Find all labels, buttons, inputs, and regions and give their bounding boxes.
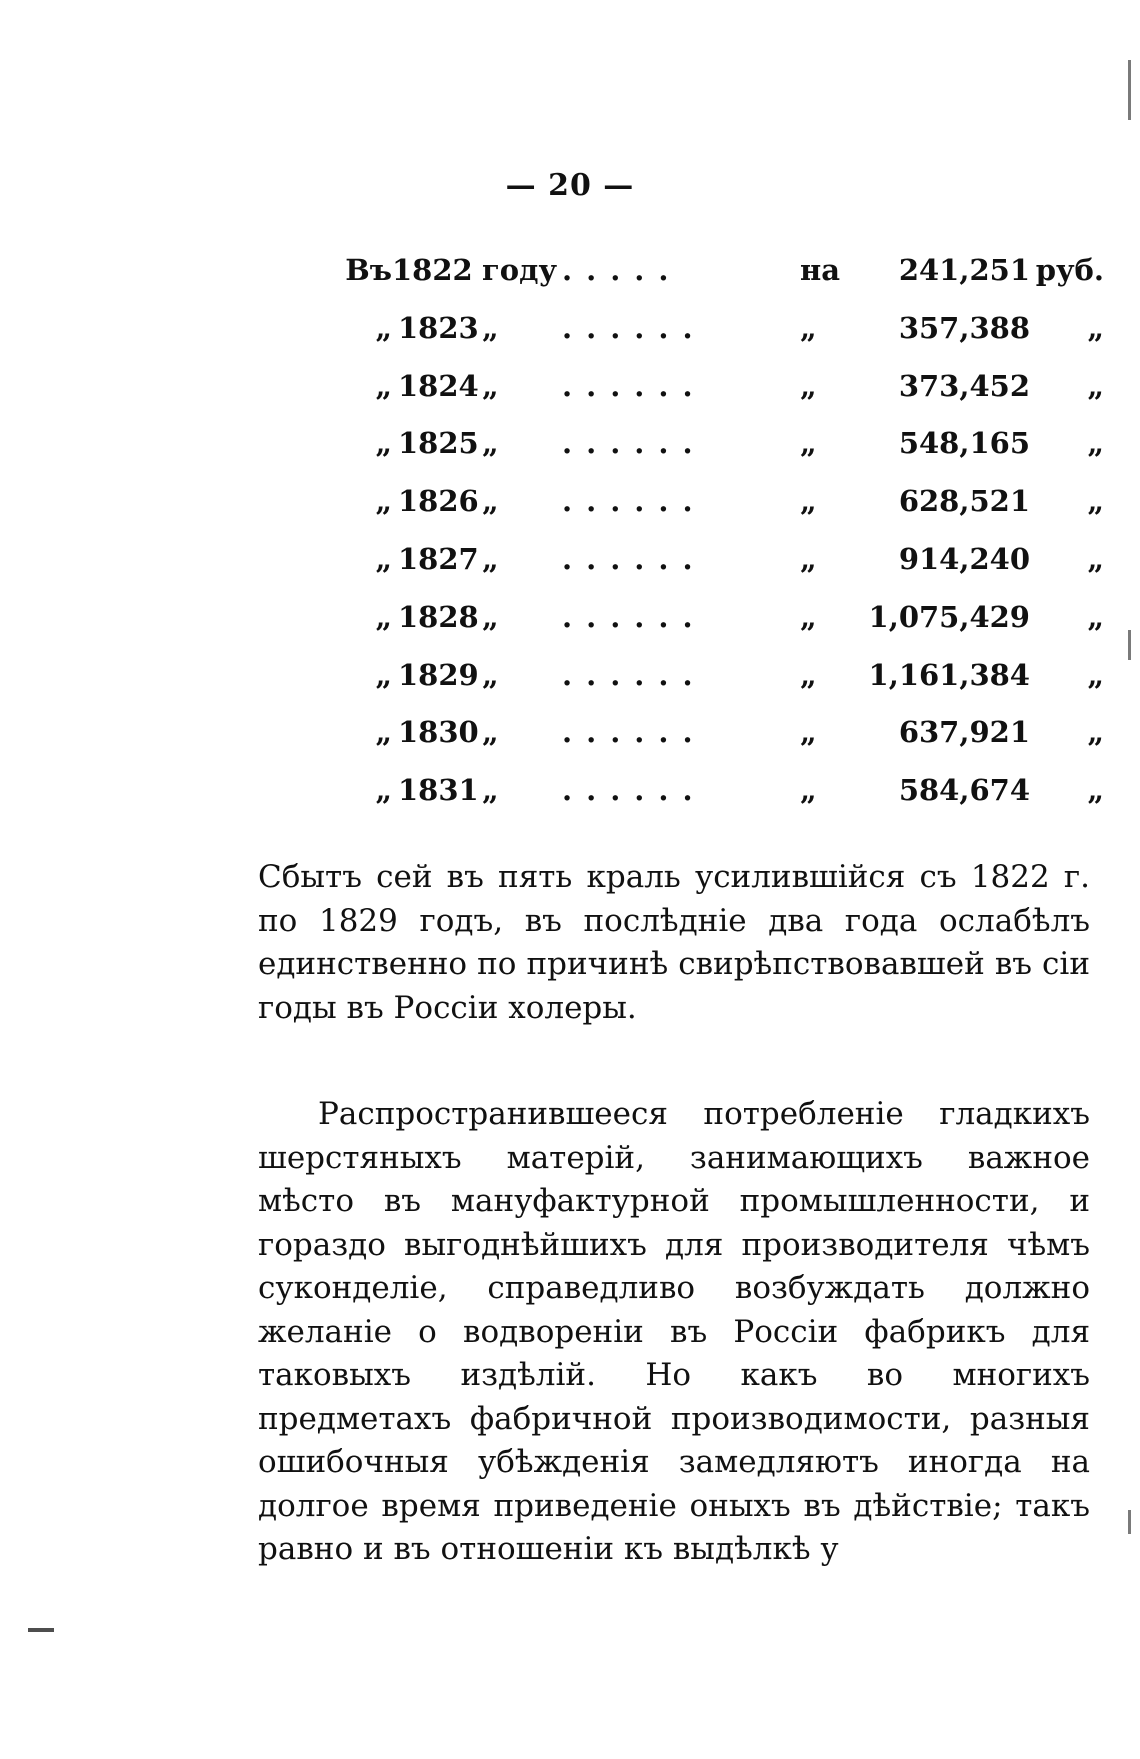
row-unit-word: „ xyxy=(482,715,499,750)
table-row xyxy=(330,415,1104,473)
row-mid: „ xyxy=(800,773,817,808)
row-year: 1828 xyxy=(398,599,479,634)
table-row xyxy=(330,762,1104,820)
row-unit: „ xyxy=(1087,541,1104,576)
row-leader-dots: ...... xyxy=(562,310,707,345)
table-row xyxy=(330,531,1104,589)
row-amount: 373,452 xyxy=(898,368,1030,403)
row-prefix: „ xyxy=(375,599,392,634)
table-row xyxy=(330,589,1104,647)
row-leader-dots: ...... xyxy=(562,715,707,750)
row-prefix: „ xyxy=(375,310,392,345)
table-row xyxy=(330,647,1104,705)
row-unit-word: „ xyxy=(482,368,499,403)
row-leader-dots: ...... xyxy=(562,484,707,519)
row-year: 1827 xyxy=(398,541,479,576)
row-prefix: „ xyxy=(375,773,392,808)
row-unit-word: „ xyxy=(482,599,499,634)
scan-edge-mark xyxy=(1128,1510,1131,1534)
row-prefix: „ xyxy=(375,368,392,403)
row-amount: 1,075,429 xyxy=(868,599,1030,634)
row-unit: „ xyxy=(1087,599,1104,634)
paragraph-wool-fabrics: Распространившееся потребленіе гладкихъ шерстяныхъ матерій, занимающихъ важное мѣсто въ мануфактурной промышленности, и гораздо выгоднѣйшихъ для производителя чѣмъ суконделіе, справедливо возбуждать должно желаніе о водвореніи въ Россіи фабрикъ для таковыхъ издѣлій. Но какъ во многихъ предметахъ фабричной производимости, разныя ошибочныя убѣжденія замедляютъ иногда на долгое время приведеніе оныхъ въ дѣйствіе; такъ равно и въ отношеніи къ выдѣлкѣ у xyxy=(258,1096,1090,1567)
table-row xyxy=(330,300,1104,358)
row-leader-dots: ...... xyxy=(562,368,707,403)
sales-table xyxy=(330,242,1104,820)
row-unit-word: „ xyxy=(482,426,499,461)
row-mid: „ xyxy=(800,310,817,345)
row-amount: 914,240 xyxy=(898,541,1030,576)
scan-edge-mark xyxy=(1128,60,1131,120)
row-unit: „ xyxy=(1087,310,1104,345)
row-amount: 637,921 xyxy=(898,715,1030,750)
row-leader-dots: ...... xyxy=(562,773,707,808)
row-unit-word: „ xyxy=(482,484,499,519)
row-unit-word: „ xyxy=(482,657,499,692)
page-number: — 20 — xyxy=(505,168,635,203)
row-leader-dots: ...... xyxy=(562,657,707,692)
row-year: 1824 xyxy=(398,368,479,403)
row-prefix: „ xyxy=(375,484,392,519)
scan-edge-mark xyxy=(1128,630,1131,660)
row-amount: 1,161,384 xyxy=(868,657,1030,692)
row-amount: 548,165 xyxy=(898,426,1030,461)
row-year: 1826 xyxy=(398,484,479,519)
row-unit: „ xyxy=(1087,368,1104,403)
row-prefix: „ xyxy=(375,541,392,576)
row-year: 1825 xyxy=(398,426,479,461)
row-mid: „ xyxy=(800,541,817,576)
row-mid: „ xyxy=(800,599,817,634)
row-year: 1823 xyxy=(398,310,479,345)
row-unit: руб. xyxy=(1035,253,1104,287)
table-row xyxy=(330,242,1104,300)
row-year: 1822 xyxy=(392,253,473,287)
row-mid: „ xyxy=(800,657,817,692)
row-unit: „ xyxy=(1087,426,1104,461)
row-unit: „ xyxy=(1087,773,1104,808)
row-amount: 628,521 xyxy=(898,484,1030,519)
row-mid: „ xyxy=(800,426,817,461)
row-mid: „ xyxy=(800,484,817,519)
row-prefix: „ xyxy=(375,426,392,461)
row-mid: на xyxy=(800,253,841,287)
row-leader-dots: ...... xyxy=(562,426,707,461)
row-unit: „ xyxy=(1087,715,1104,750)
row-unit: „ xyxy=(1087,657,1104,692)
row-leader-dots: ..... xyxy=(562,253,683,287)
row-mid: „ xyxy=(800,715,817,750)
row-unit-word: „ xyxy=(482,310,499,345)
table-row xyxy=(330,704,1104,762)
paragraph-sales-note: Сбытъ сей въ пять краль усилившійся съ 1822 г. по 1829 годъ, въ послѣдніе два года ослабѣлъ единственно по причинѣ свирѣпствовавшей въ сіи годы въ Россіи холеры. xyxy=(258,859,1090,1026)
row-unit-word: „ xyxy=(482,773,499,808)
row-unit-word: году xyxy=(482,253,558,287)
row-year: 1829 xyxy=(398,657,479,692)
row-unit-word: „ xyxy=(482,541,499,576)
row-leader-dots: ...... xyxy=(562,599,707,634)
row-amount: 241,251 xyxy=(898,253,1030,287)
row-prefix: Въ xyxy=(345,253,392,287)
row-year: 1831 xyxy=(398,773,479,808)
row-year: 1830 xyxy=(398,715,479,750)
scan-margin-mark xyxy=(28,1628,54,1632)
table-row xyxy=(330,358,1104,416)
row-prefix: „ xyxy=(375,657,392,692)
row-mid: „ xyxy=(800,368,817,403)
row-leader-dots: ...... xyxy=(562,541,707,576)
row-prefix: „ xyxy=(375,715,392,750)
row-amount: 357,388 xyxy=(898,310,1030,345)
table-row xyxy=(330,473,1104,531)
row-amount: 584,674 xyxy=(898,773,1030,808)
row-unit: „ xyxy=(1087,484,1104,519)
